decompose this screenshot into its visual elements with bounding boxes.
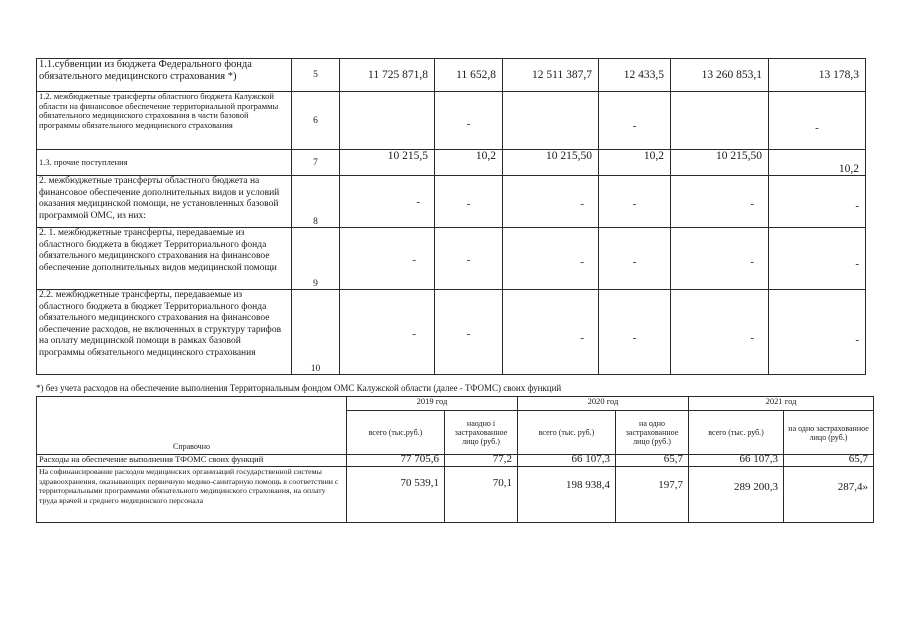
row-number: 7 (292, 150, 340, 176)
row-label: Расходы на обеспечение выполнения ТФОМС своих функций (37, 455, 347, 467)
cell-value: - (769, 290, 866, 375)
cell-value: 65,7 (784, 455, 874, 467)
table-row (37, 92, 866, 150)
cell-value: - (671, 290, 769, 375)
cell-value: - (435, 176, 503, 228)
row-label: 2. 1. межбюджетные трансферты, передаваемые из областного бюджета в бюджет Территориального фонда обязательного медицинского страхования на финансовое обеспечение дополнительных видов медицинской помощи (37, 228, 292, 290)
cell-value: 65,7 (616, 455, 689, 467)
row-label: 1.1.субвенции из бюджета Федерального фонда обязательного медицинского страхования *) (37, 59, 292, 92)
cell-value (340, 92, 435, 150)
cell-value: 13 178,3 (769, 59, 866, 92)
cell-value: - (769, 228, 866, 290)
row-label: 2. межбюджетные трансферты областного бюджета на финансовое обеспечение дополнительных видов и условий оказания медицинской помощи, не установленных базовой программой ОМС, из них: (37, 176, 292, 228)
cell-value: - (503, 290, 599, 375)
row-number: 10 (292, 290, 340, 375)
subheader: всего (тыс. руб.) (518, 411, 616, 455)
row-number: 6 (292, 92, 340, 150)
table-row (37, 59, 866, 92)
header-label: Справочно (37, 397, 347, 455)
cell-value: 287,4» (784, 467, 874, 523)
cell-value: - (671, 228, 769, 290)
cell-value (671, 92, 769, 150)
cell-value: - (599, 176, 671, 228)
cell-value: - (435, 290, 503, 375)
cell-value: - (769, 92, 866, 150)
cell-value: - (503, 176, 599, 228)
cell-value: 77,2 (445, 455, 518, 467)
cell-value: 12 511 387,7 (503, 59, 599, 92)
table-row (37, 228, 866, 290)
row-label: 1.2. межбюджетные трансферты областного бюджета Калужской области на финансовое обеспечение территориальной программы обязательного медицинского страхования в части базовой программы обязательного медицинского страхования (37, 92, 292, 150)
cell-value: 10 215,50 (671, 150, 769, 176)
table-row (37, 290, 866, 375)
cell-value: 66 107,3 (518, 455, 616, 467)
cell-value: 10 215,5 (340, 150, 435, 176)
year-header: 2019 год (347, 397, 518, 411)
cell-value: - (340, 176, 435, 228)
cell-value: 70 539,1 (347, 467, 445, 523)
cell-value: 197,7 (616, 467, 689, 523)
cell-value: 11 725 871,8 (340, 59, 435, 92)
subheader: всего (тыс. руб.) (689, 411, 784, 455)
cell-value: 10,2 (769, 150, 866, 176)
cell-value: - (435, 228, 503, 290)
table-row (37, 150, 866, 176)
main-table (36, 58, 866, 375)
cell-value: 198 938,4 (518, 467, 616, 523)
cell-value: - (599, 228, 671, 290)
cell-value: 70,1 (445, 467, 518, 523)
row-label: На софинансирование расходов медицинских организаций государственной системы здравоохранения, оказывающих первичную медико-санитарную помощь в соответствии с территориальными программами обязательного медицинского страхования, на оплату труда врачей и среднего медицинского персонала (37, 467, 347, 523)
cell-value: - (340, 290, 435, 375)
cell-value: 11 652,8 (435, 59, 503, 92)
cell-value: 10,2 (435, 150, 503, 176)
table-row (37, 176, 866, 228)
cell-value: - (769, 176, 866, 228)
cell-value: 10,2 (599, 150, 671, 176)
cell-value (503, 92, 599, 150)
cell-value: - (435, 92, 503, 150)
year-header: 2020 год (518, 397, 689, 411)
reference-table (36, 396, 874, 523)
year-header: 2021 год (689, 397, 874, 411)
row-label: 2.2. межбюджетные трансферты, передаваемые из областного бюджета в бюджет Территориального фонда обязательного медицинского страхования на финансовое обеспечение расходов, не включенных в структуру тарифов на оплату медицинской помощи в рамках базовой программы обязательного медицинского страхования (37, 290, 292, 375)
subheader: на одно застрахованное лицо (руб.) (616, 411, 689, 455)
footnote: *) без учета расходов на обеспечение выполнения Территориальным фондом ОМС Калужской области (далее - ТФОМС) своих функций (36, 383, 562, 393)
cell-value: - (671, 176, 769, 228)
cell-value: - (340, 228, 435, 290)
cell-value: 13 260 853,1 (671, 59, 769, 92)
header-row (37, 397, 874, 411)
table-row (37, 467, 874, 523)
subheader: всего (тыс.руб.) (347, 411, 445, 455)
cell-value: - (599, 92, 671, 150)
row-label: 1.3. прочие поступления (37, 150, 292, 176)
cell-value: 77 705,6 (347, 455, 445, 467)
subheader: на одно застрахованное лицо (руб.) (784, 411, 874, 455)
row-number: 9 (292, 228, 340, 290)
cell-value: - (599, 290, 671, 375)
table-row (37, 455, 874, 467)
row-number: 5 (292, 59, 340, 92)
subheader: наодно і застрахованное лицо (руб.) (445, 411, 518, 455)
cell-value: - (503, 228, 599, 290)
row-number: 8 (292, 176, 340, 228)
cell-value: 12 433,5 (599, 59, 671, 92)
cell-value: 66 107,3 (689, 455, 784, 467)
cell-value: 289 200,3 (689, 467, 784, 523)
cell-value: 10 215,50 (503, 150, 599, 176)
